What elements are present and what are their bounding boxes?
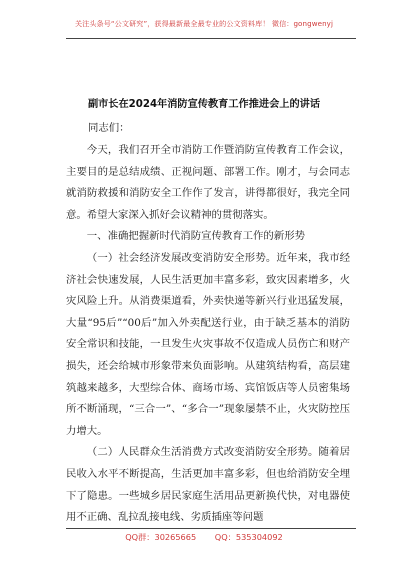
document-title: 副市长在2024年消防宣传教育工作推进会上的讲话 [87, 99, 321, 110]
salutation: 同志们： [88, 122, 130, 134]
header-promo-note: 关注头条号“公文研究”，获得最新最全最专业的公文资料库！ 微信：gongwenyj [74, 19, 334, 28]
paragraph-section-1-1: （一）社会经济发展改变消防安全形势。近年来，我市经济社会快速发展，人民生活更加丰富多彩，致灾因素增多，火灾风险上升。从消费渠道看，外卖快递等新兴行业迅猛发展，大量“95后”“00后”加入外卖配送行业，由于缺乏基本的消防安全常识和技能，一旦发生火灾事故不仅造成人员伤亡和财产损失，还会给城市形象带来负面影响。从建筑结构看，高层建筑越来越多，大型综合体、商场市场、宾馆饭店等人员密集场所不断涌现，“三合一”、“多合一”现象屡禁不止，火灾防控压力增大。 [66, 251, 350, 437]
document-body [66, 140, 350, 529]
paragraph-section-1-2: （二）人民群众生活消费方式改变消防安全形势。随着居民收入水平不断提高，生活更加丰富多彩，但也给消防安全埋下了隐患。一些城乡居民家庭生活用品更新换代快，对电器使用不正确、乱拉乱接电线、劣质插座等问题 [66, 446, 350, 524]
footer-divider [66, 528, 356, 529]
footer-qq: QQ：535304092 [214, 532, 283, 542]
paragraph-opening: 今天，我们召开全市消防工作暨消防宣传教育工作会议，主要目的是总结成绩、正视问题、部署工作。刚才，与会同志就消防救援和消防安全工作作了发言，讲得都很好，我完全同意。希望大家深入抓好会议精神的贯彻落实。 [66, 144, 350, 221]
header-divider [66, 38, 356, 39]
footer-qq-group: QQ群：30265665 [125, 532, 197, 542]
section-heading-1: 一、准确把握新时代消防宣传教育工作的新形势 [86, 230, 305, 243]
footer-contact [0, 532, 408, 543]
